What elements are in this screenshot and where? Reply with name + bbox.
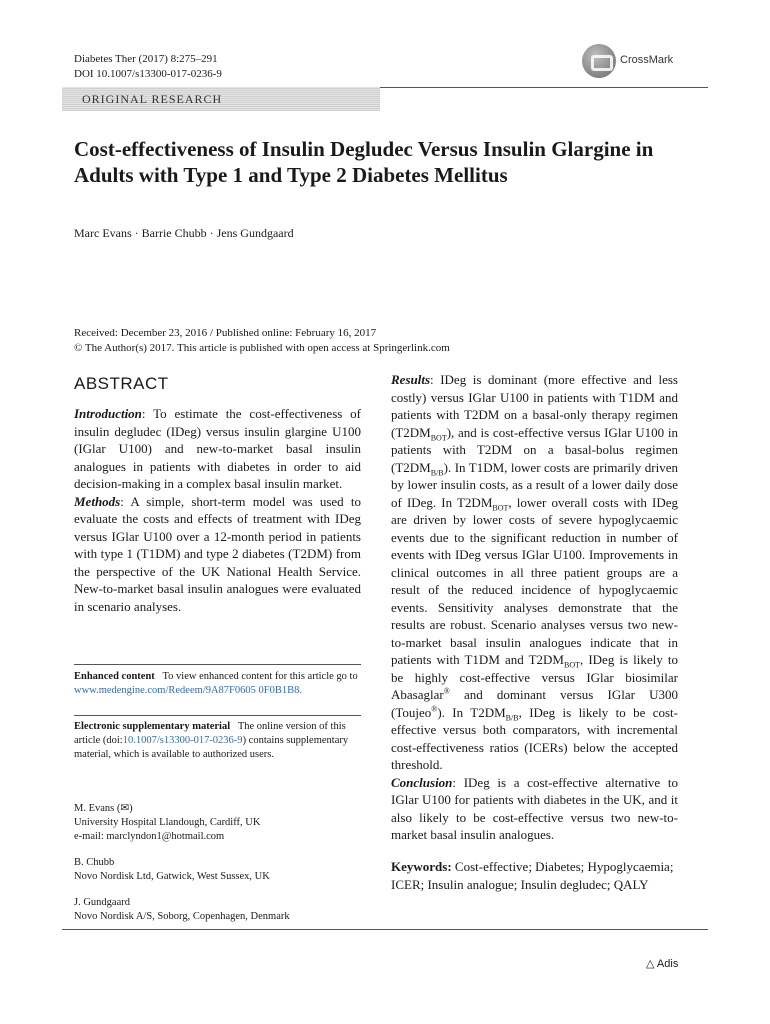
- section-label: ORIGINAL RESEARCH: [82, 92, 223, 106]
- conclusion-paragraph: [391, 774, 678, 844]
- affiliations: [74, 802, 361, 924]
- article-title: Cost-effectiveness of Insulin Degludec Versus Insulin Glargine in Adults with Type 1 and Type 2 Diabetes Mellitus: [74, 137, 654, 187]
- evans-email[interactable]: e-mail: marclyndon1@hotmail.com: [74, 831, 225, 842]
- supplementary-divider: [74, 715, 361, 716]
- supplementary-note: [74, 720, 361, 762]
- crossmark-badge[interactable]: [582, 44, 702, 78]
- supplementary-doi-link[interactable]: 10.1007/s13300-017-0236-9: [122, 735, 243, 746]
- results-text-2: ), and is cost-effective versus IGlar U100 in patients with T2DM on a basal-bolus regimen (T2DM: [391, 424, 678, 475]
- abstract-right-column: [391, 371, 678, 844]
- supplementary-text-2: ) contains supplementary material, which is available to authorized users.: [74, 735, 349, 760]
- sub-bot: BOT: [492, 503, 509, 513]
- keywords: [391, 858, 678, 893]
- crossmark-label: CrossMark: [620, 54, 674, 66]
- journal-citation: Diabetes Ther (2017) 8:275–291: [74, 53, 218, 65]
- results-text-1: : IDeg is dominant (more effective and less costly) versus IGlar U100 in patients with T1DM and patients with T2DM on a basal-only therapy regimen (T2DM: [391, 372, 678, 440]
- author-list: Marc Evans · Barrie Chubb · Jens Gundgaard: [74, 226, 294, 240]
- results-paragraph: [391, 371, 678, 774]
- bottom-rule: [62, 929, 708, 930]
- crossmark-icon: [582, 44, 616, 78]
- sub-bb: B/B: [430, 468, 444, 478]
- results-text-3: ). In T1DM, lower costs are primarily driven by lower insulin costs, as a result of a lower daily dose of IDeg. In T2DM: [391, 459, 678, 510]
- evans-institution: University Hospital Llandough, Cardiff, UK: [74, 817, 261, 828]
- methods-label: Methods: [74, 493, 121, 509]
- enhanced-link[interactable]: www.medengine.com/Redeem/9A87F0605 0F0B1B8.: [74, 685, 302, 696]
- received-published: Received: December 23, 2016 / Published online: February 16, 2017: [74, 327, 377, 339]
- methods-text: : A simple, short-term model was used to evaluate the costs and effects of treatment with IDeg versus IGlar U100 over a 12-month period in patients with type 1 (T1DM) and type 2 diabetes (T2DM) from the perspective of the UK National Health Service. New-to-market basal insulin analogues were evaluated in scenario analyses.: [74, 493, 361, 614]
- introduction-text: : To estimate the cost-effectiveness of insulin degludec (IDeg) versus insulin glargine U100 (IGlar U100) and new-to-market basal insulin analogues in patients with diabetes in order to aid decision-making in a complex basal insulin market.: [74, 406, 361, 491]
- publisher-logo: [646, 957, 678, 970]
- methods-paragraph: [74, 493, 361, 616]
- enhanced-divider: [74, 664, 361, 665]
- keywords-text: Cost-effective; Diabetes; Hypoglycaemia; ICER; Insulin analogue; Insulin degludec; QALY: [391, 859, 674, 892]
- copyright-line: © The Author(s) 2017. This article is published with open access at Springerlink.com: [74, 342, 450, 354]
- results-text-4: , lower overall costs with IDeg are driven by lower costs of severe hypoglycaemic events due to the significant reduction in number of events with IDeg versus IGlar U100. Improvements in clinical outcomes in all three patient groups are a result of the reduced incidence of hypoglycaemic events. Sensitivity analyses demonstrate that the results are robust. Scenario analyses versus two new-to-market basal insulin analogues indicate that in patients with T1DM and T2DM: [391, 494, 678, 667]
- adis-triangle-icon: △: [646, 958, 655, 970]
- registered-mark: ®: [443, 686, 450, 696]
- introduction-label: Introduction: [74, 406, 142, 421]
- enhanced-content-note: [74, 670, 361, 698]
- sub-bb: B/B: [505, 713, 519, 723]
- introduction-paragraph: [74, 405, 361, 493]
- sub-bot: BOT: [564, 660, 580, 670]
- results-label: Results: [391, 372, 431, 387]
- gundgaard-name: J. Gundgaard: [74, 897, 130, 908]
- conclusion-label: Conclusion: [391, 774, 453, 790]
- evans-name: M. Evans (✉): [74, 803, 133, 814]
- publisher-name: Adis: [656, 958, 679, 970]
- supplementary-label: Electronic supplementary material: [74, 721, 231, 732]
- publication-dates: [74, 326, 450, 356]
- abstract-left-column: [74, 405, 361, 615]
- enhanced-text: To view enhanced content for this article go to: [162, 671, 358, 682]
- supplementary-text-1: The online version of this article (doi:: [74, 721, 346, 746]
- results-text-7: ). In T2DM: [437, 704, 506, 720]
- registered-mark: ®: [431, 704, 438, 714]
- chubb-name: B. Chubb: [74, 857, 115, 868]
- conclusion-text: : IDeg is a cost-effective alternative to IGlar U100 for patients with diabetes in the UK, and it also likely to be cost-effective versus two new-to-market basal insulin analogues.: [391, 774, 678, 842]
- results-text-5: , IDeg is likely to be highly cost-effective versus IGlar biosimilar Abasaglar: [391, 652, 678, 702]
- chubb-institution: Novo Nordisk Ltd, Gatwick, West Sussex, UK: [74, 871, 270, 882]
- sub-bot: BOT: [430, 433, 447, 443]
- results-text-6: and dominant versus IGlar U300 (Toujeo: [391, 687, 678, 720]
- keywords-label: Keywords:: [391, 859, 452, 874]
- abstract-heading: ABSTRACT: [74, 374, 169, 393]
- doi: DOI 10.1007/s13300-017-0236-9: [74, 68, 222, 80]
- enhanced-label: Enhanced content: [74, 671, 155, 682]
- journal-meta: [74, 52, 222, 82]
- results-text-8: , IDeg is likely to be cost-effective versus both comparators, with incremental cost-effectiveness ratios (ICERs) below the accepted threshold.: [391, 704, 679, 772]
- gundgaard-institution: Novo Nordisk A/S, Soborg, Copenhagen, Denmark: [74, 911, 290, 922]
